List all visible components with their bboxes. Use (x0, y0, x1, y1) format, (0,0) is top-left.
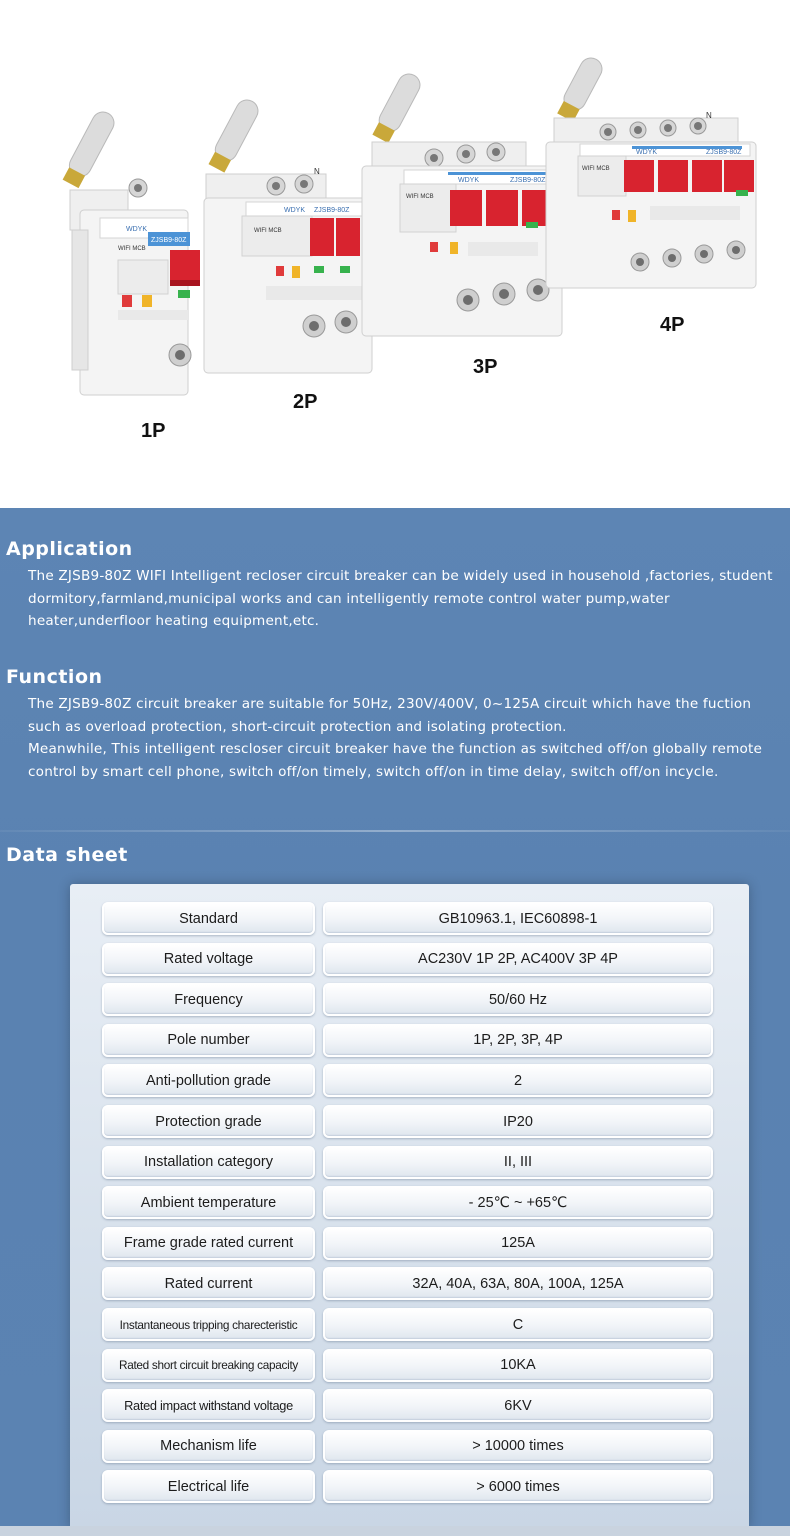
breaker-1p-module-label: WIFI MCB (118, 246, 146, 252)
datasheet-table (70, 884, 749, 1529)
table-row (102, 1308, 717, 1341)
table-row (102, 1186, 717, 1219)
table-row (102, 943, 717, 976)
table-cell-value: AC230V 1P 2P, AC400V 3P 4P (323, 943, 713, 976)
function-text-2: Meanwhile, This intelligent rescloser circuit breaker have the function as switched off/on globally remote control by smart cell phone, switch off/on timely, switch off/on in time delay, switch off/on incycle. (28, 741, 763, 780)
table-cell-value: C (323, 1308, 713, 1341)
table-cell-value: 125A (323, 1227, 713, 1260)
table-cell-label: Rated voltage (102, 943, 315, 976)
table-cell-value: 10KA (323, 1349, 713, 1382)
table-cell-value: 32A, 40A, 63A, 80A, 100A, 125A (323, 1267, 713, 1300)
table-cell-label: Frame grade rated current (102, 1227, 315, 1260)
breaker-3p-module-label: WIFI MCB (406, 194, 434, 200)
table-row (102, 1024, 717, 1057)
section-divider (0, 830, 790, 832)
table-row (102, 1146, 717, 1179)
breaker-1p-image (52, 110, 212, 410)
bottom-strip (0, 1526, 790, 1536)
table-row (102, 1267, 717, 1300)
breaker-4p-model: ZJSB9-80Z (706, 149, 742, 156)
table-cell-label: Mechanism life (102, 1430, 315, 1463)
pole-label-3p: 3P (473, 356, 498, 378)
table-cell-value: IP20 (323, 1105, 713, 1138)
table-cell-value: 6KV (323, 1389, 713, 1422)
breaker-2p-model: ZJSB9-80Z (314, 207, 350, 214)
pole-label-2p: 2P (293, 391, 318, 413)
breaker-2p-brand: WDYK (284, 207, 305, 214)
breaker-1p-model: ZJSB9-80Z (151, 237, 187, 244)
table-cell-label: Instantaneous tripping charecteristic (102, 1308, 315, 1341)
table-row (102, 1105, 717, 1138)
breaker-3p-model: ZJSB9-80Z (510, 177, 546, 184)
table-cell-label: Standard (102, 902, 315, 935)
breaker-4p-brand: WDYK (636, 149, 657, 156)
svg-text:N: N (314, 167, 320, 176)
pole-label-1p: 1P (141, 420, 166, 442)
breaker-1p-brand: WDYK (126, 226, 147, 233)
table-row (102, 1227, 717, 1260)
table-cell-value: GB10963.1, IEC60898-1 (323, 902, 713, 935)
function-heading: Function (6, 666, 103, 688)
table-cell-value: > 10000 times (323, 1430, 713, 1463)
table-row (102, 1389, 717, 1422)
table-cell-label: Protection grade (102, 1105, 315, 1138)
datasheet-heading: Data sheet (6, 844, 128, 866)
function-text-1: The ZJSB9-80Z circuit breaker are suitable for 50Hz, 230V/400V, 0~125A circuit which have the fuction such as overload protection, short-circuit protection and isolating protection. (28, 696, 752, 735)
table-cell-label: Rated current (102, 1267, 315, 1300)
table-row (102, 902, 717, 935)
table-cell-value: 1P, 2P, 3P, 4P (323, 1024, 713, 1057)
table-cell-value: II, III (323, 1146, 713, 1179)
breaker-4p-image (540, 56, 770, 296)
table-row (102, 1470, 717, 1503)
breaker-2p-module-label: WIFI MCB (254, 228, 282, 234)
table-cell-label: Ambient temperature (102, 1186, 315, 1219)
table-cell-label: Anti-pollution grade (102, 1064, 315, 1097)
table-cell-value: 2 (323, 1064, 713, 1097)
svg-text:N: N (706, 111, 712, 120)
info-section (0, 508, 790, 1536)
breaker-3p-brand: WDYK (458, 177, 479, 184)
table-cell-label: Rated short circuit breaking capacity (102, 1349, 315, 1382)
table-row (102, 1430, 717, 1463)
table-row (102, 1064, 717, 1097)
table-cell-label: Rated impact withstand voltage (102, 1389, 315, 1422)
table-row (102, 1349, 717, 1382)
application-text: The ZJSB9-80Z WIFI Intelligent recloser circuit breaker can be widely used in household ,factories, student dormitory,farmland,municipal works and can intelligently remote control water pump,water heater,underfloor heating equipment,etc. (28, 568, 773, 629)
table-cell-value: > 6000 times (323, 1470, 713, 1503)
table-cell-label: Pole number (102, 1024, 315, 1057)
table-cell-value: - 25℃ ~ +65℃ (323, 1186, 713, 1219)
breaker-4p-module-label: WIFI MCB (582, 166, 610, 172)
product-hero (0, 0, 790, 508)
table-cell-label: Frequency (102, 983, 315, 1016)
breaker-3p-image (358, 72, 568, 344)
table-cell-value: 50/60 Hz (323, 983, 713, 1016)
pole-label-4p: 4P (660, 314, 685, 336)
table-cell-label: Installation category (102, 1146, 315, 1179)
application-heading: Application (6, 538, 133, 560)
table-cell-label: Electrical life (102, 1470, 315, 1503)
table-row (102, 983, 717, 1016)
